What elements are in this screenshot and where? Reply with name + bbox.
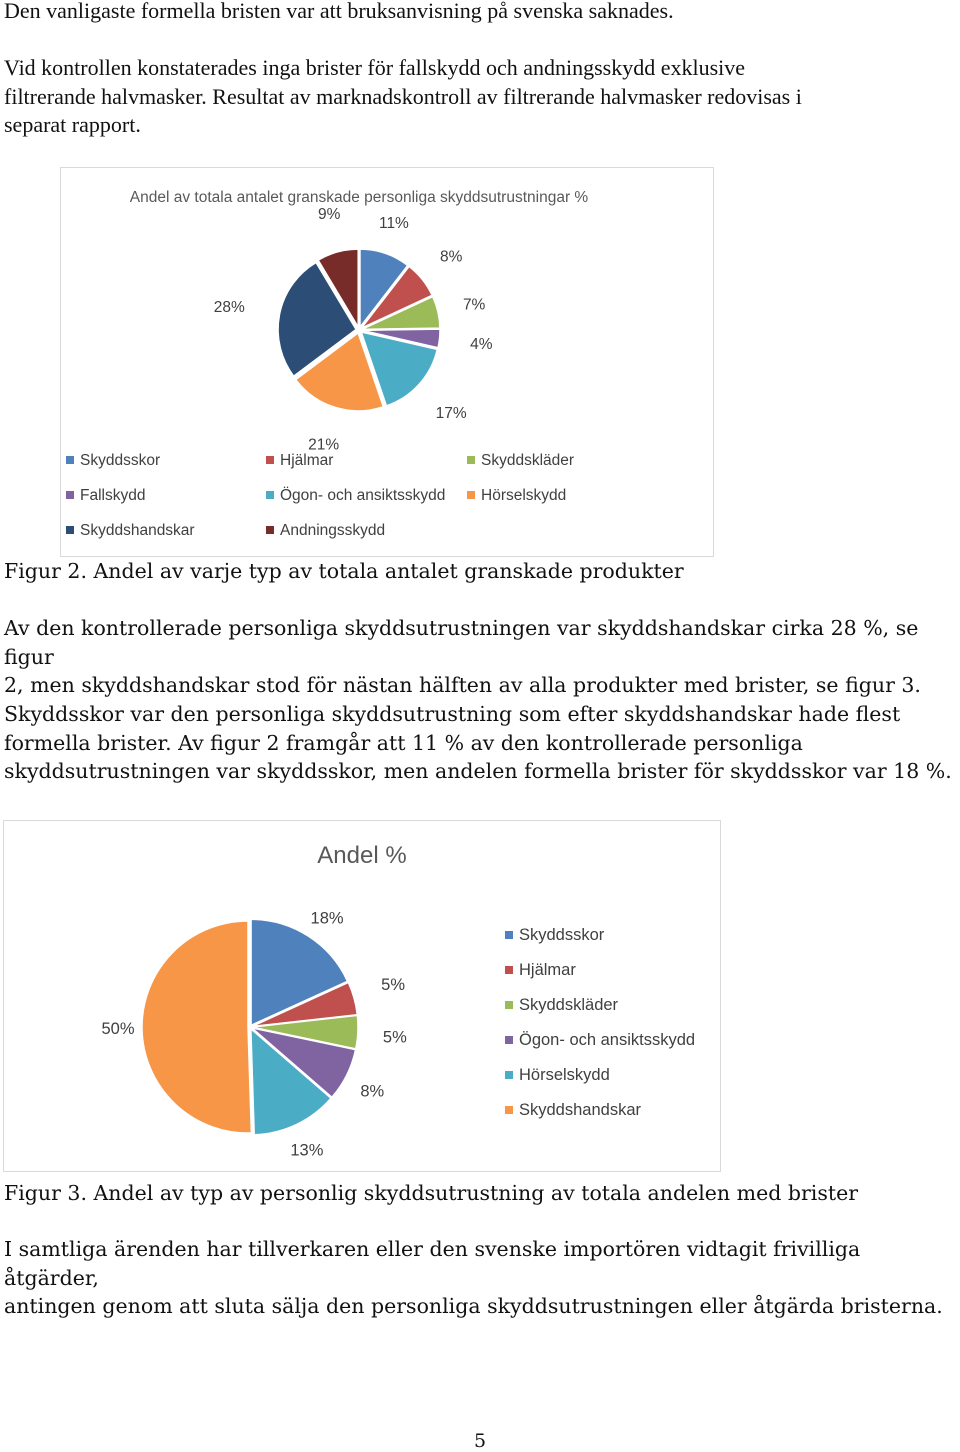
shoes-paragraph: Skyddsskor var den personliga skyddsutrustning som efter skyddshandskar hade flest formella brister. Av figur 2 framgår att 11 % av den kontrollerade personliga skyddsutrustningen var skyddsskor, men andelen formella brister för skyddsskor var 18 %. <box>4 702 952 784</box>
data-label-andningsskydd: 9% <box>318 206 341 224</box>
legend-swatch-hjälmar <box>266 456 274 464</box>
data-label-skyddskläder: 5% <box>382 1028 407 1047</box>
data-label-skyddsskor: 11% <box>378 214 409 232</box>
data-label-skyddshandskar: 28% <box>213 298 245 316</box>
legend-swatch-hjälmar <box>505 966 513 974</box>
intro-paragraph: Den vanligaste formella bristen var att bruksanvisning på svenska saknades. <box>4 0 674 23</box>
legend-label-ögon-och-ansiktsskydd: Ögon- och ansiktsskydd <box>280 487 446 504</box>
legend-label-skyddsskor: Skyddsskor <box>80 452 161 469</box>
legend-label-skyddskläder: Skyddskläder <box>481 452 575 469</box>
legend-label-skyddshandskar: Skyddshandskar <box>80 522 195 539</box>
pie-chart-2 <box>3 820 721 1172</box>
legend-swatch-skyddshandskar <box>66 526 74 534</box>
data-label-ögon-och-ansiktsskydd: 8% <box>360 1082 385 1101</box>
legend-label-ögon-och-ansiktsskydd: Ögon- och ansiktsskydd <box>519 1031 696 1049</box>
legend-swatch-ögon-och-ansiktsskydd <box>505 1036 513 1044</box>
legend-label-andningsskydd: Andningsskydd <box>280 522 386 539</box>
data-label-skyddsskor: 18% <box>310 909 344 928</box>
chart-title: Andel % <box>317 842 407 869</box>
legend-swatch-skyddsskor <box>505 931 513 939</box>
legend-swatch-skyddshandskar <box>505 1106 513 1114</box>
data-label-hjälmar: 8% <box>440 248 463 266</box>
data-label-hörselskydd: 21% <box>308 436 340 454</box>
legend-label-skyddshandskar: Skyddshandskar <box>519 1101 641 1119</box>
control-paragraph: Vid kontrollen konstaterades inga brister för fallskydd och andningsskydd exklusive filtrerande halvmasker. Resultat av marknadskontroll av filtrerande halvmasker redovisas i separat rapport. <box>4 55 802 138</box>
legend-label-fallskydd: Fallskydd <box>80 487 146 504</box>
legend-label-hörselskydd: Hörselskydd <box>481 487 567 504</box>
pie-slice-skyddshandskar <box>142 921 251 1133</box>
pie-chart-2-svg <box>4 821 720 1171</box>
chart-title: Andel av totala antalet granskade personliga skyddsutrustningar % <box>129 189 589 206</box>
gloves-paragraph: Av den kontrollerade personliga skyddsutrustningen var skyddshandskar cirka 28 %, se figur 2, men skyddshandskar stod för nästan hälften av alla produkter med brister, se figur 3. <box>4 616 921 698</box>
data-label-skyddshandskar: 50% <box>101 1020 135 1039</box>
legend-swatch-skyddskläder <box>467 456 475 464</box>
data-label-hjälmar: 5% <box>381 975 406 994</box>
legend-label-skyddsskor: Skyddsskor <box>519 926 605 944</box>
pie-chart-1-svg <box>61 168 713 556</box>
legend-swatch-ögon-och-ansiktsskydd <box>266 491 274 499</box>
legend-swatch-skyddskläder <box>505 1001 513 1009</box>
legend-label-skyddskläder: Skyddskläder <box>519 996 619 1014</box>
legend-label-hjälmar: Hjälmar <box>519 961 576 979</box>
legend-label-hjälmar: Hjälmar <box>280 452 334 469</box>
page-number: 5 <box>473 1430 487 1452</box>
legend-swatch-hörselskydd <box>467 491 475 499</box>
data-label-fallskydd: 4% <box>470 335 493 353</box>
figure-2-caption: Figur 2. Andel av varje typ av totala antalet granskade produkter <box>4 559 684 583</box>
legend-swatch-hörselskydd <box>505 1071 513 1079</box>
data-label-skyddskläder: 7% <box>462 296 486 314</box>
figure-3-caption: Figur 3. Andel av typ av personlig skyddsutrustning av totala andelen med brister <box>4 1181 859 1205</box>
measures-paragraph: I samtliga ärenden har tillverkaren eller den svenske importören vidtagit frivilliga åtgärder, antingen genom att sluta sälja den personliga skyddsutrustningen eller åtgärda bristerna. <box>4 1237 943 1319</box>
data-label-hörselskydd: 13% <box>290 1141 324 1160</box>
legend-swatch-fallskydd <box>66 491 74 499</box>
data-label-ögon-och-ansiktsskydd: 17% <box>435 404 467 422</box>
pie-chart-1 <box>60 167 714 557</box>
legend-swatch-andningsskydd <box>266 526 274 534</box>
legend-label-hörselskydd: Hörselskydd <box>519 1066 610 1084</box>
legend-swatch-skyddsskor <box>66 456 74 464</box>
